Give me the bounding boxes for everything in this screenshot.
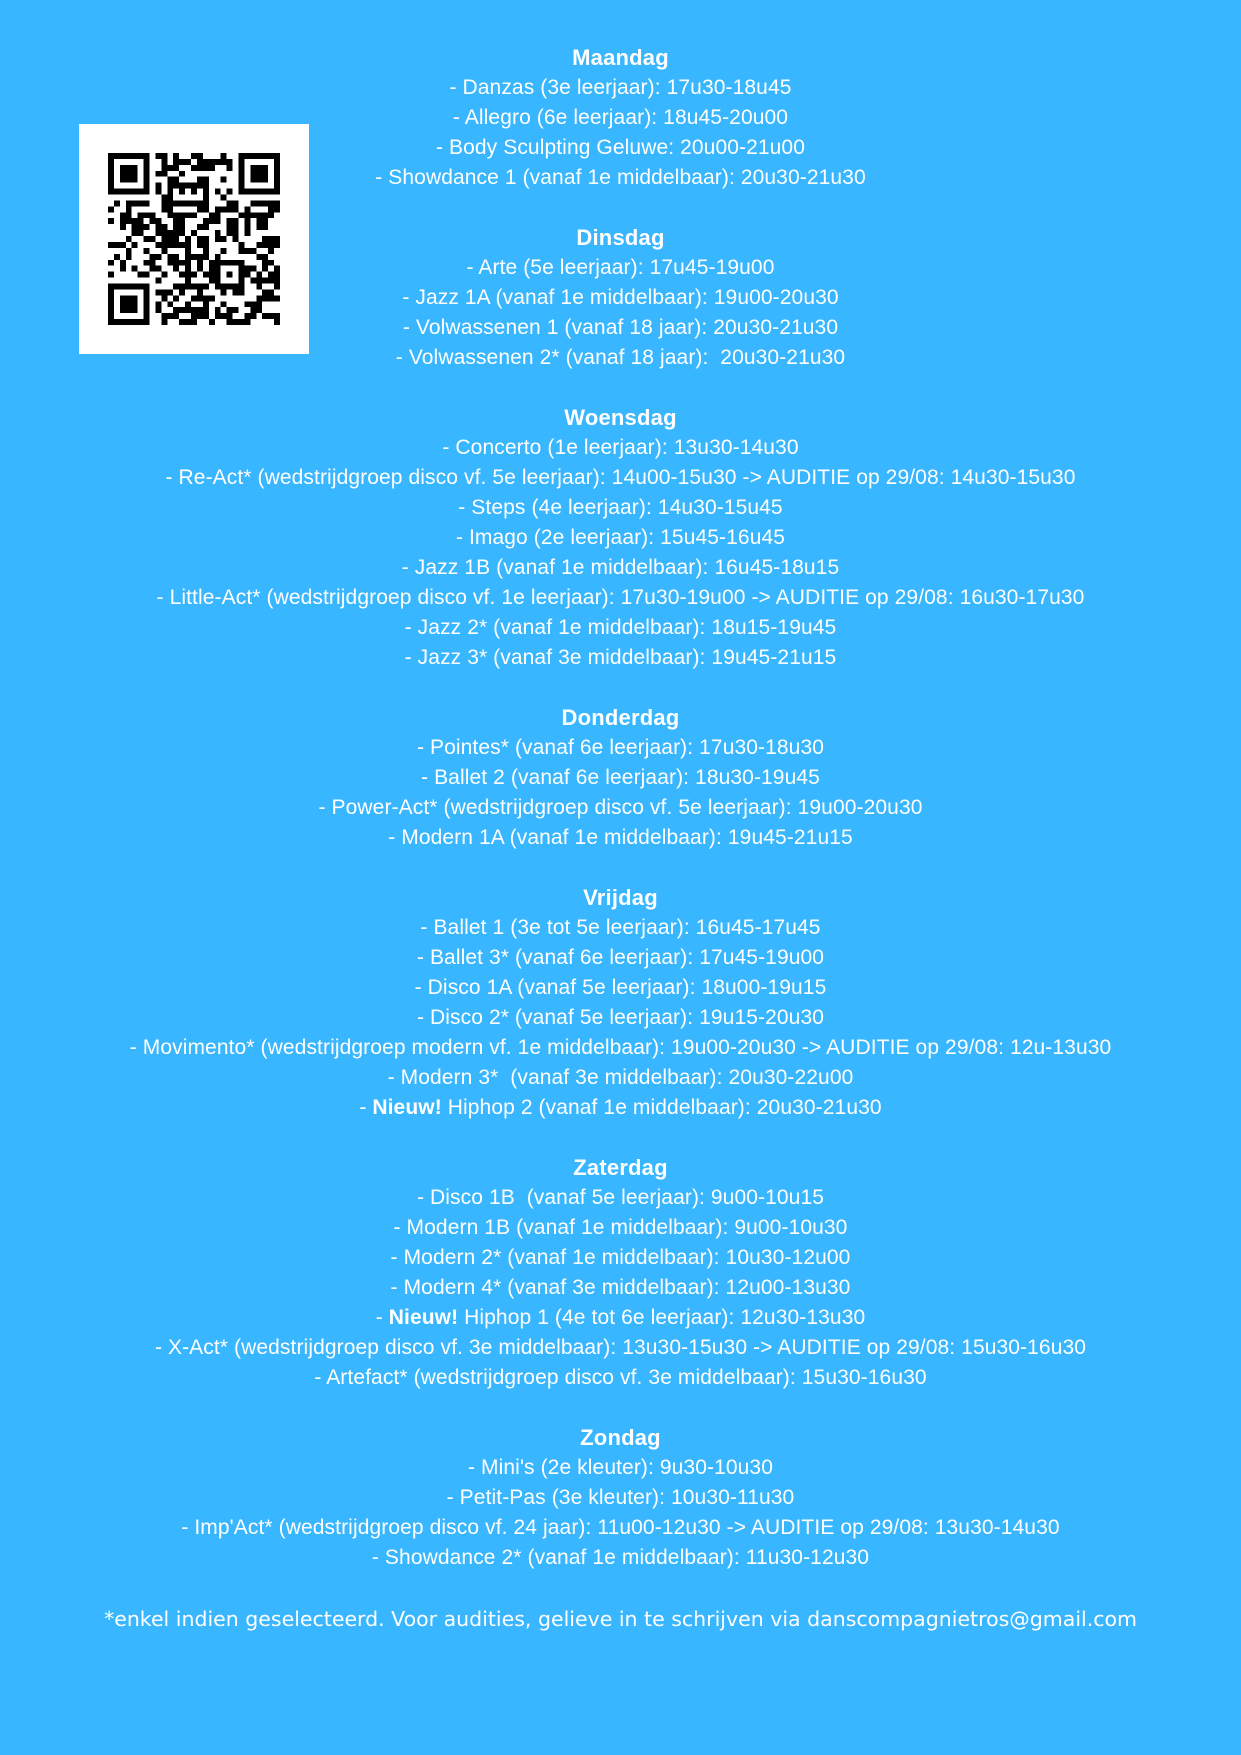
day-section-zaterdag [0, 1153, 1241, 1393]
class-entry: - Concerto (1e leerjaar): 13u30-14u30 [442, 436, 799, 459]
class-entry: - Danzas (3e leerjaar): 17u30-18u45 [449, 76, 792, 99]
class-entry: - Showdance 2* (vanaf 1e middelbaar): 11u30-12u30 [371, 1546, 870, 1569]
new-badge: Nieuw! [372, 1096, 442, 1119]
class-entry: - Modern 2* (vanaf 1e middelbaar): 10u30-12u00 [390, 1246, 851, 1269]
day-title: Zaterdag [573, 1155, 668, 1180]
class-entry [0, 1303, 1241, 1333]
day-title: Vrijdag [583, 885, 658, 910]
class-entry: - Movimento* (wedstrijdgroep modern vf. 1e middelbaar): 19u00-20u30 -> AUDITIE op 29/08: 12u-13u30 [129, 1036, 1112, 1059]
class-entry: - Pointes* (vanaf 6e leerjaar): 17u30-18u30 [416, 736, 825, 759]
class-entry: - Disco 1B (vanaf 5e leerjaar): 9u00-10u15 [416, 1186, 825, 1209]
day-title: Zondag [580, 1425, 661, 1450]
class-entry: - Showdance 1 (vanaf 1e middelbaar): 20u30-21u30 [375, 166, 866, 189]
class-entry: - Body Sculpting Geluwe: 20u00-21u00 [435, 136, 805, 159]
class-entry: - Imago (2e leerjaar): 15u45-16u45 [455, 526, 786, 549]
class-entry: - Power-Act* (wedstrijdgroep disco vf. 5e leerjaar): 19u00-20u30 [318, 796, 923, 819]
day-section-zondag [0, 1423, 1241, 1573]
class-entry: - Disco 1A (vanaf 5e leerjaar): 18u00-19u15 [414, 976, 827, 999]
class-entry: - Modern 1B (vanaf 1e middelbaar): 9u00-10u30 [393, 1216, 848, 1239]
class-entry: - Jazz 2* (vanaf 1e middelbaar): 18u15-19u45 [404, 616, 837, 639]
class-entry: - X-Act* (wedstrijdgroep disco vf. 3e middelbaar): 13u30-15u30 -> AUDITIE op 29/08: 15u30-16u30 [154, 1336, 1087, 1359]
class-entry [0, 1093, 1241, 1123]
class-entry: - Disco 2* (vanaf 5e leerjaar): 19u15-20u30 [416, 1006, 825, 1029]
class-entry: - Volwassenen 2* (vanaf 18 jaar): 20u30-21u30 [395, 346, 846, 369]
entry-prefix: - [359, 1096, 373, 1119]
day-section-donderdag [0, 703, 1241, 853]
class-entry: - Modern 1A (vanaf 1e middelbaar): 19u45-21u15 [388, 826, 853, 849]
class-entry: - Steps (4e leerjaar): 14u30-15u45 [458, 496, 783, 519]
class-entry: - Little-Act* (wedstrijdgroep disco vf. 1e leerjaar): 17u30-19u00 -> AUDITIE op 29/08: 16u30-17u30 [156, 586, 1085, 609]
class-entry: - Allegro (6e leerjaar): 18u45-20u00 [452, 106, 789, 129]
day-title: Dinsdag [576, 225, 665, 250]
day-section-woensdag [0, 403, 1241, 673]
class-entry: - Arte (5e leerjaar): 17u45-19u00 [466, 256, 775, 279]
class-entry: - Re-Act* (wedstrijdgroep disco vf. 5e leerjaar): 14u00-15u30 -> AUDITIE op 29/08: 14u30-15u30 [165, 466, 1076, 489]
class-entry: - Petit-Pas (3e kleuter): 10u30-11u30 [446, 1486, 795, 1509]
class-entry: - Jazz 1A (vanaf 1e middelbaar): 19u00-20u30 [402, 286, 839, 309]
day-title: Woensdag [564, 405, 677, 430]
class-entry: - Ballet 3* (vanaf 6e leerjaar): 17u45-19u00 [416, 946, 825, 969]
day-title: Maandag [572, 45, 669, 70]
entry-prefix: - [375, 1306, 389, 1329]
class-entry: - Modern 4* (vanaf 3e middelbaar): 12u00-13u30 [390, 1276, 851, 1299]
entry-text: Hiphop 1 (4e tot 6e leerjaar): 12u30-13u30 [458, 1306, 866, 1329]
weekly-schedule [0, 43, 1241, 1603]
class-entry: - Ballet 1 (3e tot 5e leerjaar): 16u45-17u45 [420, 916, 821, 939]
day-section-dinsdag [0, 223, 1241, 373]
class-entry: - Artefact* (wedstrijdgroep disco vf. 3e middelbaar): 15u30-16u30 [314, 1366, 927, 1389]
class-entry: - Jazz 1B (vanaf 1e middelbaar): 16u45-18u15 [401, 556, 840, 579]
class-entry: - Jazz 3* (vanaf 3e middelbaar): 19u45-21u15 [404, 646, 837, 669]
class-entry: - Modern 3* (vanaf 3e middelbaar): 20u30-22u00 [387, 1066, 854, 1089]
entry-text: Hiphop 2 (vanaf 1e middelbaar): 20u30-21u30 [441, 1096, 882, 1119]
class-entry: - Imp'Act* (wedstrijdgroep disco vf. 24 jaar): 11u00-12u30 -> AUDITIE op 29/08: 13u30-14u30 [181, 1516, 1060, 1539]
class-entry: - Volwassenen 1 (vanaf 18 jaar): 20u30-21u30 [402, 316, 839, 339]
class-entry: - Ballet 2 (vanaf 6e leerjaar): 18u30-19u45 [421, 766, 820, 789]
class-entry: - Mini's (2e kleuter): 9u30-10u30 [468, 1456, 773, 1479]
day-section-maandag [0, 43, 1241, 193]
new-badge: Nieuw! [388, 1306, 459, 1329]
day-title: Donderdag [561, 705, 680, 730]
day-section-vrijdag [0, 883, 1241, 1123]
footnote: *enkel indien geselecteerd. Voor audities, gelieve in te schrijven via danscompagnietros@gmail.com [103, 1607, 1138, 1631]
